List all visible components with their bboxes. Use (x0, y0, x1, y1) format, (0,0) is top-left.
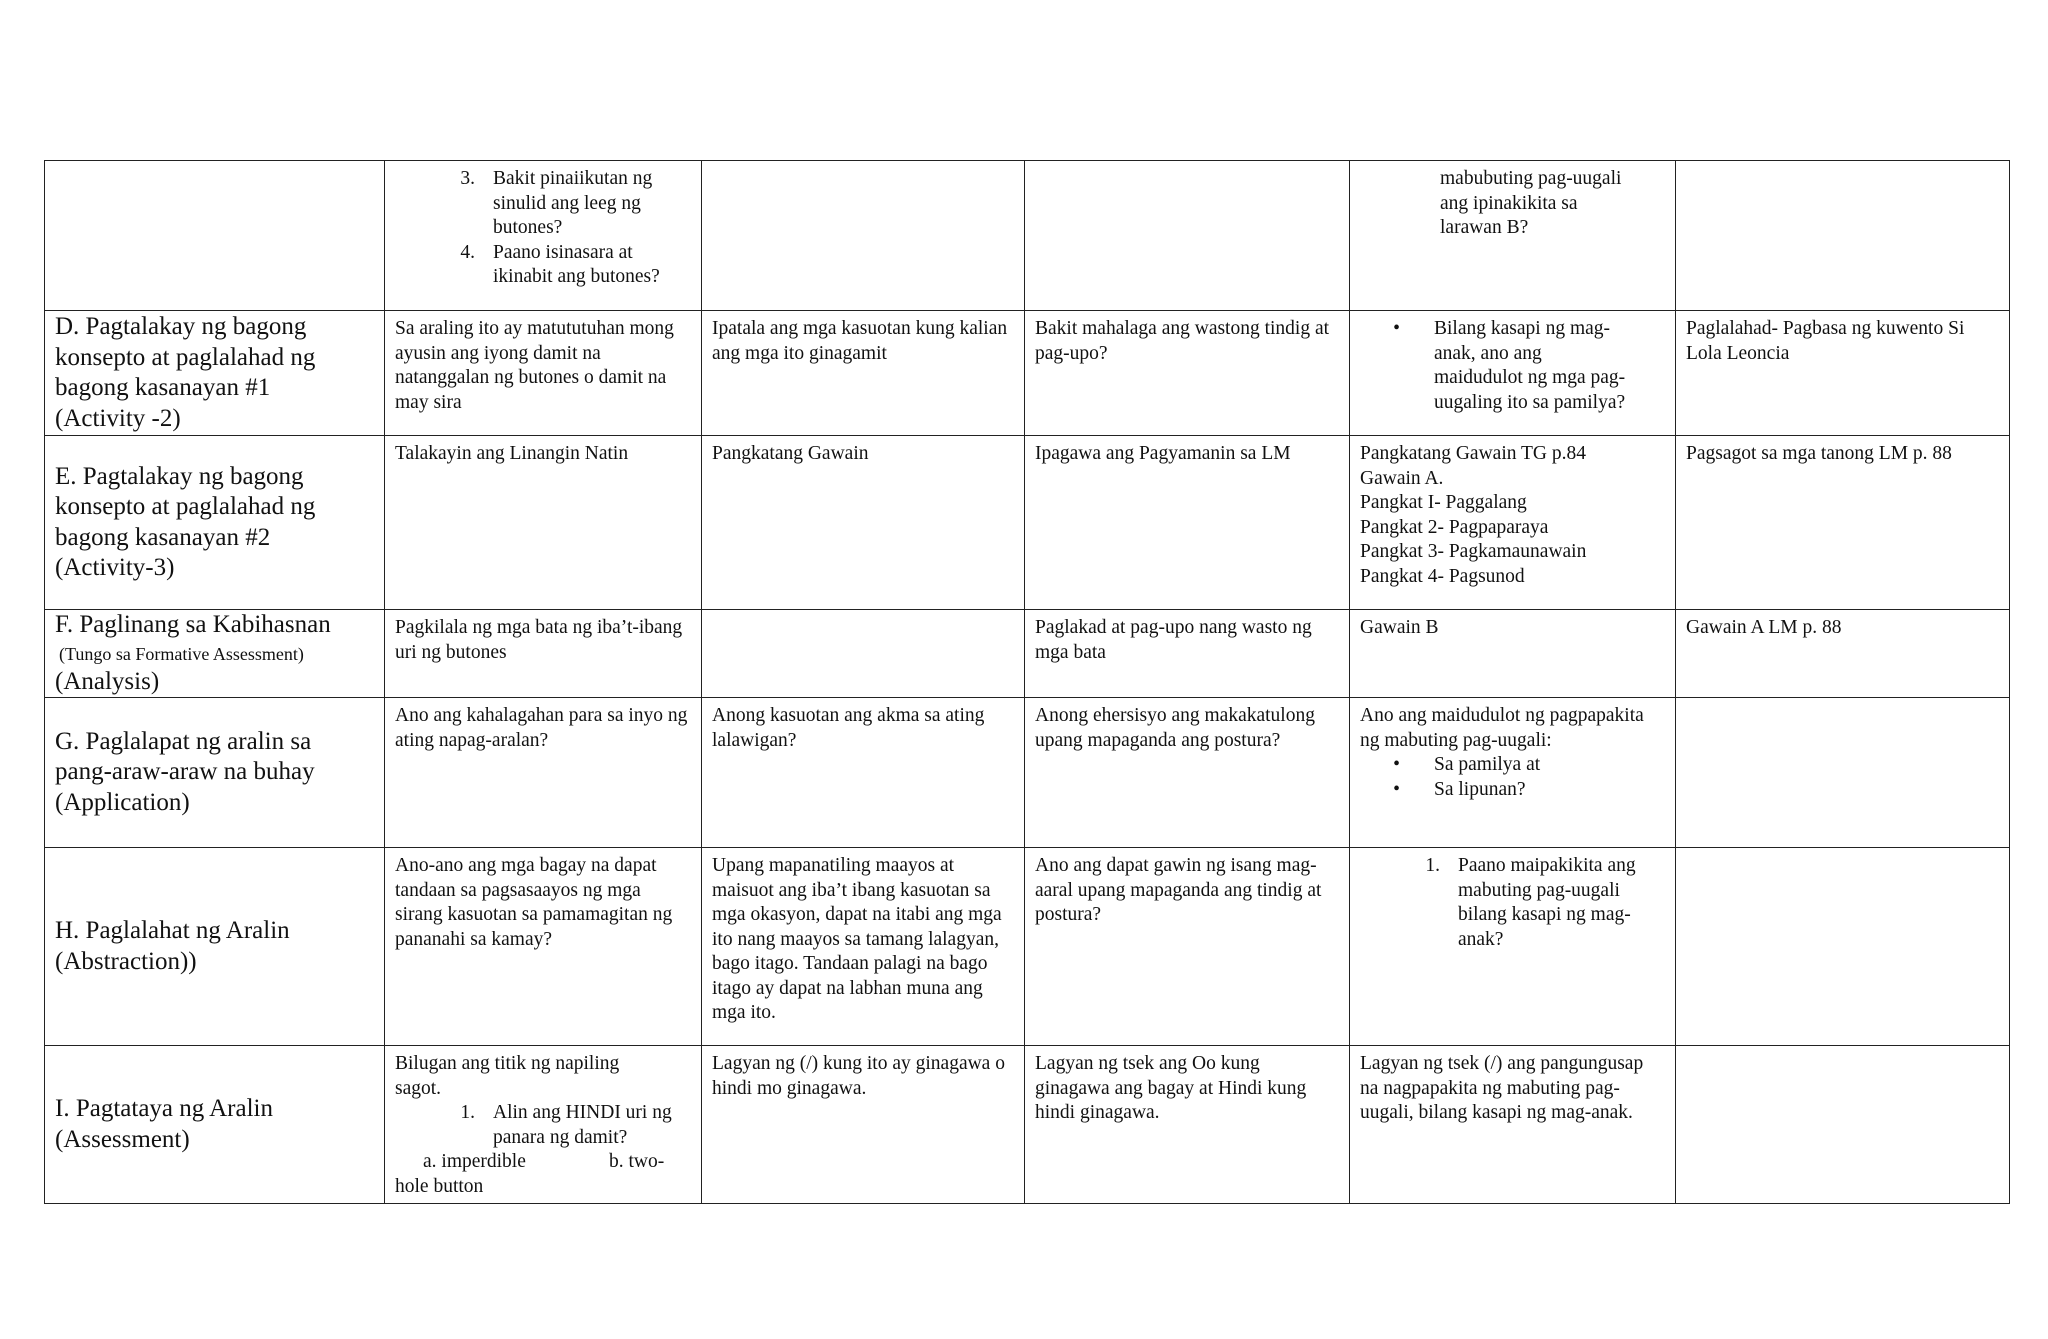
table-cell (1350, 436, 1676, 610)
lesson-plan-table (44, 160, 2010, 1204)
item-text-line: bilang kasapi ng mag- (1458, 904, 1631, 925)
table-row (45, 161, 2010, 311)
table-cell (1676, 436, 2010, 610)
row-label-line: (Activity-3) (55, 554, 175, 581)
table-cell (702, 311, 1025, 436)
table-cell (702, 1046, 1025, 1204)
numbered-item (395, 167, 691, 241)
row-label-line: bagong kasanayan #1 (55, 374, 271, 401)
numbered-item (1360, 854, 1665, 952)
option-b: b. two- (609, 1151, 665, 1172)
question-line: panara ng damit? (493, 1126, 628, 1148)
cell-line: Pangkat 4- Pagsunod (1360, 565, 1525, 587)
cell-line: Gawain A. (1360, 467, 1444, 489)
cell-text: Ano ang dapat gawin ng isang mag-aaral upang mapaganda ang tindig at postura? (1035, 855, 1322, 925)
row-label-line: (Abstraction)) (55, 947, 197, 975)
quiz-instruction: Bilugan ang titik ng napiling (395, 1053, 620, 1074)
row-label-line: pang-araw-araw na buhay (55, 758, 315, 786)
cell-text: Upang mapanatiling maayos at maisuot ang iba’t ibang kasuotan sa mga okasyon, dapat na itabi ang mga ito nang maayos sa tamang lalagyan, bago itago. Tandaan palagi na bago itago ay dapat na labhan muna ang mga ito. (712, 855, 1002, 1023)
item-text-line: Paano isinasara at (493, 241, 633, 263)
bullet-icon: • (1393, 778, 1400, 800)
bullet-icon: • (1393, 754, 1400, 775)
cell-text: Bakit mahalaga ang wastong tindig at pag-upo? (1035, 318, 1330, 364)
option-b-continued: hole button (395, 1175, 484, 1197)
cell-line: maidudulot ng mga pag- (1434, 367, 1626, 388)
cell-text: Ipatala ang mga kasuotan kung kalian ang mga ito ginagamit (712, 318, 1008, 364)
row-label (45, 848, 385, 1046)
table-cell (1350, 698, 1676, 848)
cell-text: Pagkilala ng mga bata ng iba’t-ibang uri ng butones (395, 617, 683, 663)
question-text (493, 1101, 672, 1150)
table-row (45, 1046, 2010, 1204)
item-text-line: butones? (493, 217, 563, 238)
row-label-line: D. Pagtalakay ng bagong (55, 313, 307, 340)
bullet-text (1434, 317, 1625, 415)
row-label-line: H. Paglalahat ng Aralin (55, 917, 290, 944)
bullet-item (1360, 778, 1665, 803)
table-cell (1676, 698, 2010, 848)
cell-text: Anong ehersisyo ang makakatulong upang mapaganda ang postura? (1035, 705, 1315, 751)
table-row (45, 311, 2010, 436)
table-cell (385, 610, 702, 698)
table-cell (1350, 848, 1676, 1046)
table-cell (702, 161, 1025, 311)
cell-text: Ano-ano ang mga bagay na dapat tandaan sa pagsasaayos ng mga sirang kasuotan sa pamamagitan ng pananahi sa kamay? (395, 855, 673, 950)
cell-line: Pangkat 2- Pagpaparaya (1360, 516, 1549, 538)
bullet-text: Sa lipunan? (1434, 778, 1526, 800)
cell-line: mabubuting pag-uugali (1440, 168, 1622, 189)
table-cell (1025, 161, 1350, 311)
row-label-line: F. Paglinang sa Kabihasnan (55, 611, 331, 638)
table-cell (385, 436, 702, 610)
row-label-line: konsepto at paglalahad ng (55, 343, 316, 371)
row-label-note: (Tungo sa Formative Assessment) (59, 643, 304, 664)
table-cell (385, 161, 702, 311)
table-cell (1350, 610, 1676, 698)
option-a: a. imperdible (423, 1151, 526, 1172)
cell-line: uugaling ito sa pamilya? (1434, 391, 1626, 413)
numbered-item (395, 241, 691, 290)
item-text-line: mabuting pag-uugali (1458, 879, 1620, 901)
continued-text (1360, 167, 1665, 241)
table-row (45, 436, 2010, 610)
row-label (45, 1046, 385, 1204)
table-cell (702, 610, 1025, 698)
quiz-instruction: sagot. (395, 1077, 442, 1099)
row-label-line: konsepto at paglalahad ng (55, 493, 316, 520)
table-cell (385, 311, 702, 436)
table-cell (1025, 698, 1350, 848)
cell-text: Lagyan ng (/) kung ito ay ginagawa o hindi mo ginagawa. (712, 1053, 1005, 1099)
item-text-line: Paano maipakikita ang (1458, 855, 1636, 876)
row-label-line: E. Pagtalakay ng bagong (55, 462, 304, 490)
bullet-item (1360, 317, 1665, 415)
table-cell (1676, 1046, 2010, 1204)
table-cell (1676, 161, 2010, 311)
item-text (1458, 854, 1636, 952)
cell-text: Lagyan ng tsek ang Oo kung ginagawa ang bagay at Hindi kung hindi ginagawa. (1035, 1053, 1307, 1123)
item-number: 1. (460, 1102, 475, 1123)
row-label-line: G. Paglalapat ng aralin sa (55, 727, 312, 755)
bullet-icon: • (1393, 318, 1400, 339)
table-cell (385, 848, 702, 1046)
cell-text: Ano ang kahalagahan para sa inyo ng ating napag-aralan? (395, 705, 688, 751)
item-text-line: ikinabit ang butones? (493, 266, 660, 287)
cell-line: Pangkat 3- Pagkamaunawain (1360, 541, 1587, 562)
table-cell (702, 848, 1025, 1046)
table-cell (1350, 161, 1676, 311)
table-cell (702, 698, 1025, 848)
cell-line: Pangkatang Gawain TG p.84 (1360, 443, 1587, 464)
cell-text: Sa araling ito ay matututuhan mong ayusin ang iyong damit na natanggalan ng butones o damit na may sira (395, 318, 674, 413)
quiz-options (395, 1150, 691, 1175)
bullet-item (1360, 753, 1665, 778)
cell-line: Pangkat I- Paggalang (1360, 492, 1527, 513)
table-cell (1676, 610, 2010, 698)
cell-line: anak, ano ang (1434, 342, 1542, 364)
row-label (45, 698, 385, 848)
table-row (45, 698, 2010, 848)
quiz-question (395, 1101, 691, 1150)
table-cell (1025, 311, 1350, 436)
row-label-line: (Application) (55, 788, 190, 816)
cell-line: ang ipinakikita sa (1440, 192, 1578, 214)
bullet-text: Sa pamilya at (1434, 754, 1541, 775)
table-cell (1350, 1046, 1676, 1204)
row-label-line: bagong kasanayan #2 (55, 523, 271, 551)
cell-line: Bilang kasapi ng mag- (1434, 318, 1611, 339)
item-text-line: anak? (1458, 928, 1504, 950)
table-cell (1025, 436, 1350, 610)
item-text (493, 241, 660, 290)
row-label (45, 436, 385, 610)
table-row (45, 610, 2010, 698)
table-cell (1025, 848, 1350, 1046)
cell-text: Gawain A LM p. 88 (1686, 617, 1842, 638)
row-label-line: (Assessment) (55, 1125, 190, 1153)
cell-line: larawan B? (1440, 217, 1529, 238)
item-text-line: Bakit pinaiikutan ng (493, 168, 653, 189)
item-number: 1. (1425, 855, 1440, 876)
item-number: 3. (460, 168, 475, 189)
cell-text: Pagsagot sa mga tanong LM p. 88 (1686, 443, 1952, 464)
row-label (45, 610, 385, 698)
table-cell (1676, 311, 2010, 436)
table-cell (385, 1046, 702, 1204)
item-text (493, 167, 652, 241)
table-cell (385, 698, 702, 848)
cell-text: Ipagawa ang Pagyamanin sa LM (1035, 443, 1291, 464)
row-label-line: I. Pagtataya ng Aralin (55, 1095, 273, 1122)
cell-text: Anong kasuotan ang akma sa ating lalawigan? (712, 705, 985, 751)
row-label-line: (Activity -2) (55, 404, 181, 432)
table-row (45, 848, 2010, 1046)
item-text-line: sinulid ang leeg ng (493, 192, 641, 214)
table-cell (702, 436, 1025, 610)
cell-text: Pangkatang Gawain (712, 443, 869, 464)
table-cell (1025, 1046, 1350, 1204)
row-label-line: (Analysis) (55, 667, 160, 695)
table-cell (1676, 848, 2010, 1046)
cell-text: Gawain B (1360, 617, 1439, 638)
table-cell (1350, 311, 1676, 436)
row-label (45, 161, 385, 311)
cell-text: Paglakad at pag-upo nang wasto ng mga bata (1035, 617, 1312, 663)
cell-text: Paglalahad- Pagbasa ng kuwento Si Lola Leoncia (1686, 318, 1965, 364)
cell-text: Ano ang maidudulot ng pagpapakita ng mabuting pag-uugali: (1360, 705, 1644, 751)
cell-text: Talakayin ang Linangin Natin (395, 443, 629, 464)
question-line: Alin ang HINDI uri ng (493, 1102, 672, 1123)
table-cell (1025, 610, 1350, 698)
row-label (45, 311, 385, 436)
item-number: 4. (460, 241, 475, 263)
cell-text: Lagyan ng tsek (/) ang pangungusap na nagpapakita ng mabuting pag-uugali, bilang kasapi ng mag-anak. (1360, 1053, 1644, 1123)
